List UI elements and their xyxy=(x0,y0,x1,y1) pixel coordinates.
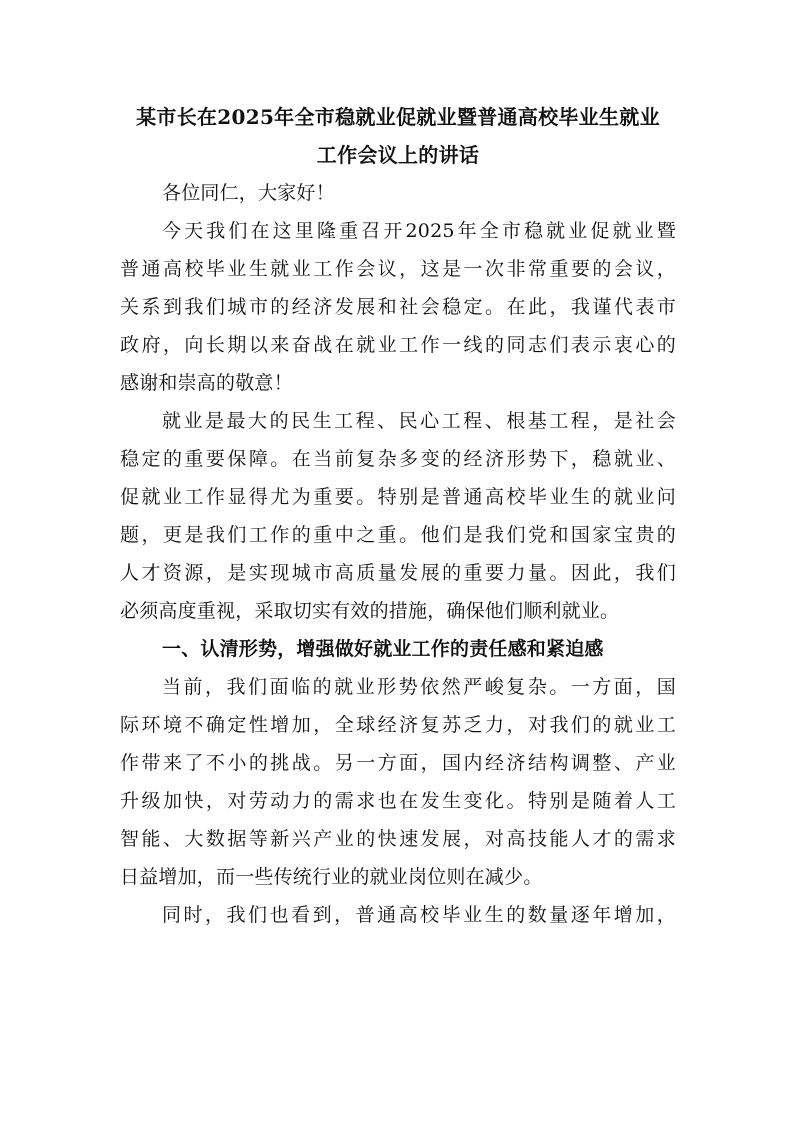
graduates-paragraph xyxy=(120,896,676,934)
paragraph-line: 人才资源，是实现城市高质量发展的重要力量。因此，我们 xyxy=(120,562,676,584)
paragraph-line: 同时，我们也看到，普通高校毕业生的数量逐年增加， xyxy=(162,904,676,926)
paragraph-line: 升级加快，对劳动力的需求也在发生变化。特别是随着人工 xyxy=(120,790,676,812)
paragraph-line: 稳定的重要保障。在当前复杂多变的经济形势下，稳就业、 xyxy=(120,448,676,470)
title-line-1: 某市长在2025年全市稳就业促就业暨普通高校毕业生就业 xyxy=(136,105,660,129)
situation-paragraph xyxy=(120,668,676,896)
title-line-2: 工作会议上的讲话 xyxy=(316,143,480,167)
paragraph-line: 各位同仁，大家好！ xyxy=(162,182,335,204)
paragraph-line: 就业是最大的民生工程、民心工程、根基工程，是社会 xyxy=(162,410,676,432)
paragraph-line: 感谢和崇高的敬意！ xyxy=(120,372,293,394)
employment-importance-paragraph xyxy=(120,402,676,630)
greeting-paragraph xyxy=(120,174,676,212)
document-title xyxy=(120,98,676,174)
paragraph-line: 际环境不确定性增加，全球经济复苏乏力，对我们的就业工 xyxy=(120,714,676,736)
paragraph-line: 智能、大数据等新兴产业的快速发展，对高技能人才的需求 xyxy=(120,828,676,850)
section-heading xyxy=(120,630,676,668)
paragraph-line: 促就业工作显得尤为重要。特别是普通高校毕业生的就业问 xyxy=(120,486,676,508)
paragraph-line: 作带来了不小的挑战。另一方面，国内经济结构调整、产业 xyxy=(120,752,676,774)
paragraph-line: 普通高校毕业生就业工作会议，这是一次非常重要的会议， xyxy=(120,258,676,280)
paragraph-line: 今天我们在这里隆重召开2025年全市稳就业促就业暨 xyxy=(162,220,676,242)
paragraph-line: 关系到我们城市的经济发展和社会稳定。在此，我谨代表市 xyxy=(120,296,676,318)
paragraph-line: 当前，我们面临的就业形势依然严峻复杂。一方面，国 xyxy=(162,676,676,698)
paragraph-line: 政府，向长期以来奋战在就业工作一线的同志们表示衷心的 xyxy=(120,334,676,356)
opening-paragraph xyxy=(120,212,676,402)
paragraph-line: 题，更是我们工作的重中之重。他们是我们党和国家宝贵的 xyxy=(120,524,676,546)
document-body xyxy=(120,98,676,934)
section-heading-text: 一、认清形势，增强做好就业工作的责任感和紧迫感 xyxy=(162,638,604,660)
paragraph-line: 必须高度重视，采取切实有效的措施，确保他们顺利就业。 xyxy=(120,600,620,622)
paragraph-line: 日益增加，而一些传统行业的就业岗位则在减少。 xyxy=(120,866,543,888)
